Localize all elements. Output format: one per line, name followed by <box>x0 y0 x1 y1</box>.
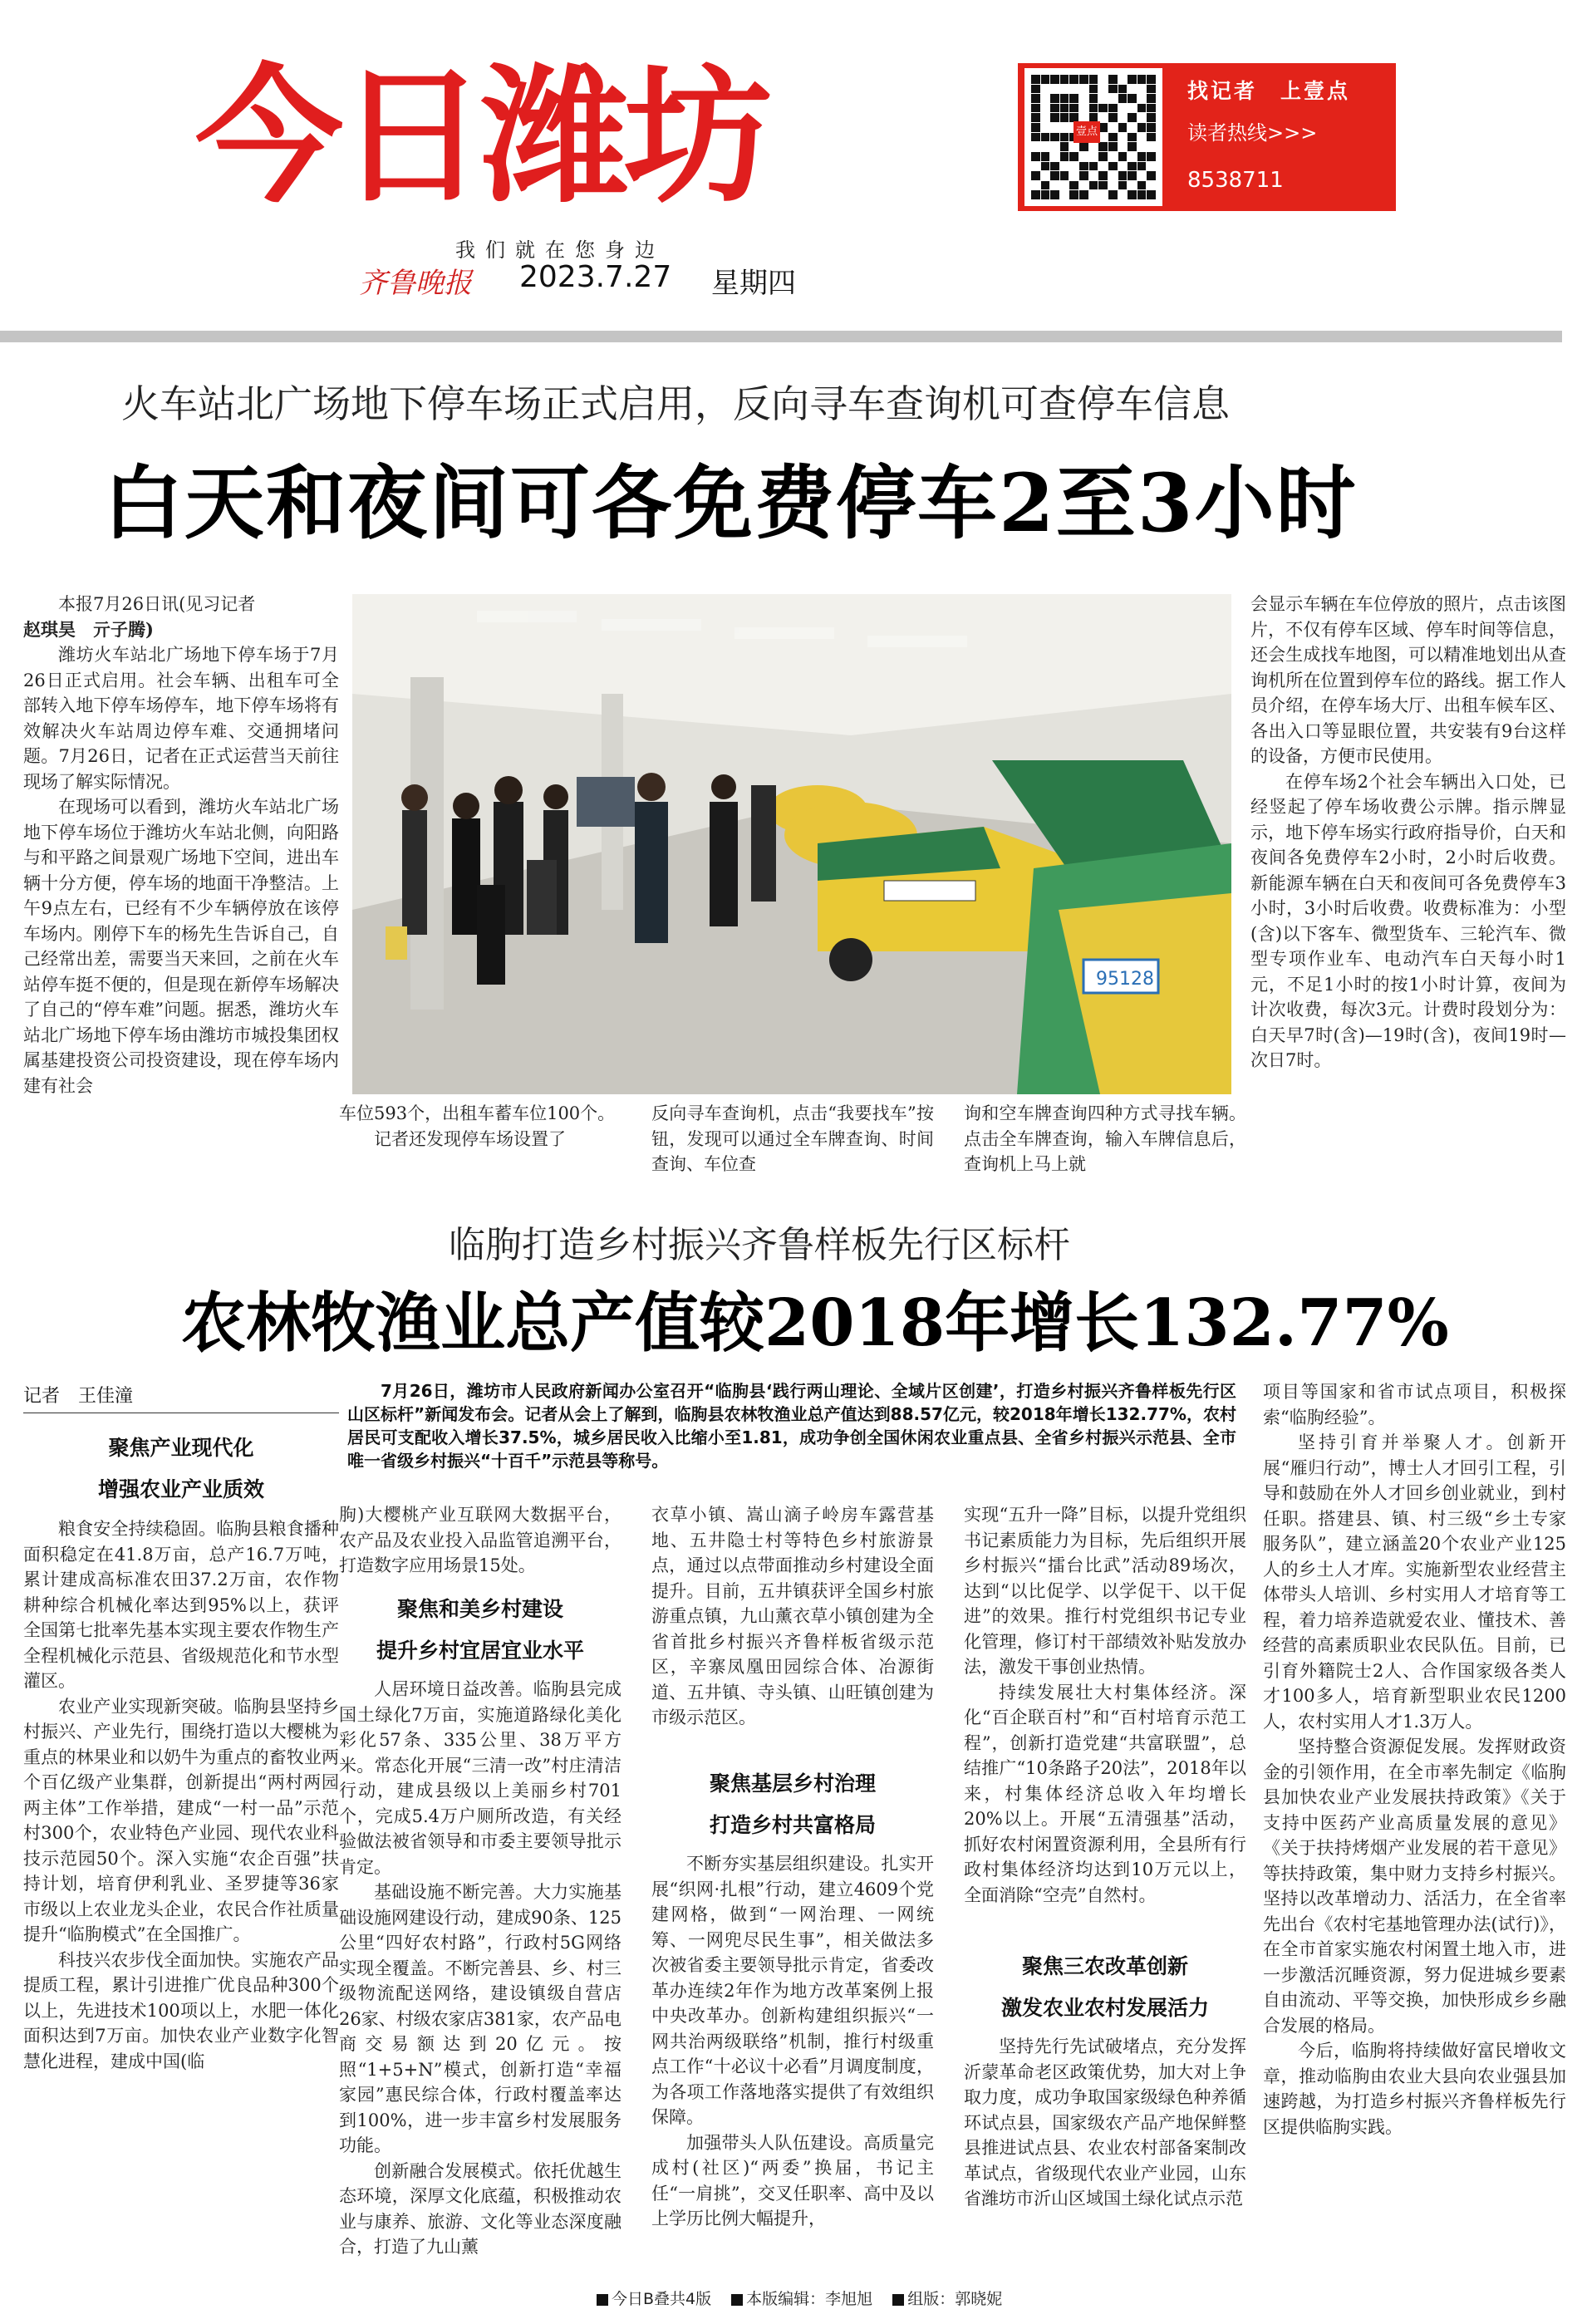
article1-paragraph: 在现场可以看到，潍坊火车站北广场地下停车场位于潍坊火车站北侧，向阳路与和平路之间景观广场地下空间，进出车辆十分方便，停车场的地面干净整洁。上午9点左右，已经有不少车辆停放在该停车场内。刚停下车的杨先生告诉自己，自己经常出差，需要当天来回，之前在火车站停车挺不便的，但是现在新停车场解决了自己的“停车难”问题。据悉，潍坊火车站北广场地下停车场由潍坊市城投集团权属基建投资公司投资建设，现在停车场内建有社会 <box>23 797 339 1096</box>
article2-headline: 农林牧渔业总产值较2018年增长132.77% <box>181 1285 1449 1361</box>
article1-paragraph: 反向寻车查询机，点击“我要找车”按钮，发现可以通过全车牌查询、时间查询、车位查 <box>651 1103 934 1174</box>
masthead-slogan: 我们就在您身边 <box>455 238 665 262</box>
article2-paragraph: 加强带头人队伍建设。高质量完成村(社区)“两委”换届，书记主任“一肩挑”，交叉任职率、高中及以上学历比例大幅提升， <box>651 2132 934 2228</box>
article2-paragraph: 坚持引育并举聚人才。创新开展“雁归行动”，博士人才回引工程，引导和鼓励在外人才回乡创业就业，到村任职。搭建县、镇、村三级“乡土专家服务队”，建立涵盖20个农业产业125人的乡土人才库。实施新型农业经营主体带头人培训、乡村实用人才培育等工程，着力培养造就爱农业、懂技术、善经营的高素质职业农民队伍。目前，已引育外籍院士2人、合作国家级各类人才100多人，培育新型职业农民1200人，农村实用人才1.3万人。 <box>1263 1432 1566 1732</box>
article2-byline: 记者 王佳潼 <box>23 1386 134 1407</box>
article1-headline: 白天和夜间可各免费停车2至3小时 <box>103 456 1358 550</box>
article2-paragraph: 基础设施不断完善。大力实施基础设施网建设行动，建成90条、125公里“四好农村路”，行政村5G网络实现全覆盖。不断完善县、乡、村三级物流配送网络，建设镇级自营店26家、村级农家店381家，农产品电商交易额达到20亿元。按照“1+5+N”模式，创新打造“幸福家园”惠民综合体，行政村覆盖率达到100%，进一步丰富乡村发展服务功能。 <box>339 1882 622 2155</box>
article1-paragraph: 在停车场2个社会车辆出入口处，已经竖起了停车场收费公示牌。指示牌显示，地下停车场实行政府指导价，白天和夜间各免费停车2小时，2小时后收费。新能源车辆在白天和夜间可各免费停车3小时，3小时后收费。收费标准为：小型(含)以下客车、微型货车、三轮汽车、微型专项作业车、电动汽车白天每小时1元，不足1小时的按1小时计算，夜间为计次收费，每次3元。计费时段划分为：白天早7时(含)—19时(含)，夜间19时—次日7时。 <box>1250 771 1566 1070</box>
reader-contact-box <box>1018 63 1396 211</box>
article2-lead <box>347 1379 1236 1472</box>
article2-paragraph: 坚持整合资源促发展。发挥财政资金的引领作用，在全市率先制定《临朐县加快农业产业发展扶持政策》《关于支持中医药产业高质量发展的意见》《关于扶持烤烟产业发展的若干意见》等扶持政策，集中财力支持乡村振兴。坚持以改革增动力、活活力，在全省率先出台《农村宅基地管理办法(试行)》，在全市首家实施农村闲置土地入市，进一步激活沉睡资源，努力促进城乡要素自由流动、平等交换，加快形成乡乡融合发展的格局。 <box>1263 1737 1566 2036</box>
article2-paragraph: 实现“五升一降”目标，以提升党组织书记素质能力为目标，先后组织开展乡村振兴“擂台比武”活动89场次，达到“以比促学、以学促干、以干促进”的效果。推行村党组织书记专业化管理，修订村干部绩效补贴发放办法，激发干事创业热情。 <box>964 1505 1246 1677</box>
article1-paragraph: 记者还发现停车场设置了 <box>374 1128 566 1149</box>
article1-subhead: 火车站北广场地下停车场正式启用，反向寻车查询机可查停车信息 <box>121 381 1230 426</box>
paper-name: 齐鲁晚报 <box>359 267 472 300</box>
masthead-title: 今日潍坊 <box>195 51 767 223</box>
footer-square-icon <box>892 2294 904 2306</box>
article2-paragraph: 持续发展壮大村集体经济。深化“百企联百村”和“百村培育示范工程”，创新打造党建“共富联盟”，总结推广“10条路子20法”，2018年以来，村集体经济总收入年均增长20%以上。开展“五清强基”活动，抓好农村闲置资源利用，全县所有行政村集体经济均达到10万元以上，全面消除“空壳”自然村。 <box>964 1682 1246 1905</box>
article2-paragraph: 粮食安全持续稳固。临朐县粮食播种面积稳定在41.8万亩，总产16.7万吨，累计建成高标准农田37.2万亩，农作物耕种综合机械化率达到95%以上，获评全国第七批率先基本实现主要农作物生产全程机械化示范县、省级规范化和节水型灌区。 <box>23 1519 339 1691</box>
article2-subhead: 临朐打造乡村振兴齐鲁样板先行区标杆 <box>449 1224 1070 1266</box>
article2-column-5 <box>1263 1379 1566 2268</box>
contact-hotline-label: 读者热线>>> <box>1187 121 1318 145</box>
contact-hotline-number: 8538711 <box>1187 168 1284 193</box>
article2-paragraph: 人居环境日益改善。临朐县完成国土绿化7万亩，实施道路绿化美化彩化57条、335公里、38万平方米。常态化开展“三清一改”村庄清洁行动，建成县级以上美丽乡村701个，完成5.4万户厕所改造，有关经验做法被省领导和市委主要领导批示肯定。 <box>339 1679 622 1877</box>
article2-column-3b <box>651 1851 934 2268</box>
article2-paragraph: 科技兴农步伐全面加快。实施农产品提质工程，累计引进推广优良品种300个以上，先进技术100项以上，水肥一体化面积达到7万亩。加快农业产业数字化智慧化进程，建成中国(临 <box>23 1949 339 2071</box>
article1-paragraph: 询和空车牌查询四种方式寻找车辆。点击全车牌查询，输入车牌信息后，查询机上马上就 <box>964 1103 1246 1174</box>
article2-paragraph: 农业产业实现新突破。临朐县坚持乡村振兴、产业先行，围绕打造以大樱桃为重点的林果业和以奶牛为重点的畜牧业两个百亿级产业集群，创新提出“两村两园两主体”工作举措，建成“一村一品”示范村300个，农业特色产业园、现代农业科技示范园50个。深入实施“农企百强”扶持计划，培育伊利乳业、圣罗捷等36家市级以上农业龙头企业，农民合作社质量提升“临朐模式”在全国推广。 <box>23 1696 339 1944</box>
footer-reviewer: 组版：郭晓妮 <box>907 2290 1003 2308</box>
article1-paragraph: 潍坊火车站北广场地下停车场于7月26日正式启用。社会车辆、出租车可全部转入地下停车场停车，地下停车场将有效解决火车站周边停车难、交通拥堵问题。7月26日，记者在正式运营当天前往现场了解实际情况。 <box>23 645 339 792</box>
article1-reporters: 赵琪昊 亓子腾) <box>23 618 154 640</box>
article2-paragraph: 不断夯实基层组织建设。扎实开展“织网·扎根”行动，建立4609个党建网格，做到“一网治理、一网统筹、一网兜尽民生事”，相关做法多次被省委主要领导批示肯定，省委改革办连续2年作为地方改革案例上报中央改革办。创新构建组织振兴“一网共治两级联络”机制，推行村级重点工作“十必议十必看”月调度制度，为各项工作落地落实提供了有效组织保障。 <box>651 1854 934 2127</box>
section-head-governance: 聚焦基层乡村治理 打造乡村共富格局 <box>709 1771 876 1837</box>
article2-lead-text: 7月26日，潍坊市人民政府新闻办公室召开“临朐县‘践行两山理论、全域片区创建’，打造乡村振兴齐鲁样板先行区山区标杆”新闻发布会。记者从会上了解到，临朐县农林牧渔业总产值达到88.57亿元，较2018年增长132.77%，农村居民可支配收入增长37.5%，城乡居民收入比缩小至1.81，成功争创全国休闲农业重点县、全省乡村振兴示范县、全市唯一省级乡村振兴“十百千”示范县等称号。 <box>347 1381 1236 1471</box>
article2-column-4a <box>964 1502 1246 1951</box>
footer-square-icon <box>597 2294 608 2306</box>
article1-paragraph: 会显示车辆在车位停放的照片，点击该图片，不仅有停车区域、停车时间等信息，还会生成找车地图，可以精准地划出从查询机所在位置到停车位的路线。据工作人员介绍，在停车场大厅、出租车候车区、各出入口等显眼位置，共安装有9台这样的设备，方便市民使用。 <box>1250 594 1566 766</box>
qr-logo: 壹点 <box>1074 121 1100 143</box>
page-footer <box>582 2287 1002 2309</box>
parking-lot-photo-illustration <box>352 594 1231 1094</box>
issue-weekday: 星期四 <box>711 267 796 300</box>
contact-slogan: 找记者 上壹点 <box>1187 79 1351 103</box>
article2-column-2a <box>339 1502 622 1585</box>
parking-lot-photo <box>352 594 1231 1094</box>
article2-paragraph: 项目等国家和省市试点项目，积极探索“临朐经验”。 <box>1263 1382 1566 1427</box>
article2-paragraph: 衣草小镇、嵩山滴子岭房车露营基地、五井隐士村等特色乡村旅游景点，通过以点带面推动乡村建设全面提升。目前，五井镇获评全国乡村旅游重点镇，九山薰衣草小镇创建为全省首批乡村振兴齐鲁样板省级示范区，辛寨凤凰田园综合体、冶源街道、五井镇、寺头镇、山旺镇创建为市级示范区。 <box>651 1505 934 1727</box>
article2-column-4b <box>964 2034 1246 2268</box>
article1-dateline: 本报7月26日讯(见习记者 <box>58 594 256 614</box>
article1-column-5 <box>1250 592 1566 1290</box>
article1-column-1 <box>23 592 339 1290</box>
article2-paragraph: 朐)大樱桃产业互联网大数据平台，农产品及农业投入品监管追溯平台，打造数字应用场景15处。 <box>339 1505 622 1575</box>
section-head-reform: 聚焦三农改革创新 激发农业农村发展活力 <box>1000 1954 1209 2020</box>
issue-date: 2023.7.27 <box>519 260 672 294</box>
section-head-industry: 聚焦产业现代化 增强农业产业质效 <box>97 1436 264 1501</box>
article2-paragraph: 坚持先行先试破堵点，充分发挥沂蒙革命老区政策优势，加大对上争取力度，成功争取国家级绿色种养循环试点县，国家级农产品产地保鲜整县推进试点县、农业农村部备案制改革试点，省级现代农业产业园，山东省潍坊市沂山区域国土绿化试点示范 <box>964 2037 1246 2209</box>
masthead-divider <box>0 331 1562 342</box>
article2-column-2b <box>339 1677 622 2268</box>
taxi-number: 95128 <box>1096 969 1154 990</box>
footer-square-icon <box>731 2294 743 2306</box>
section-head-village: 聚焦和美乡村建设 提升乡村宜居宜业水平 <box>376 1597 584 1663</box>
footer-editor: 本版编辑：李旭旭 <box>746 2290 873 2308</box>
article1-paragraph: 车位593个，出租车蓄车位100个。 <box>339 1103 616 1123</box>
article2-column-3a <box>651 1502 934 1768</box>
article2-column-1 <box>23 1516 339 2268</box>
footer-pages: 今日B叠共4版 <box>612 2290 712 2308</box>
article2-paragraph: 创新融合发展模式。依托优越生态环境，深厚文化底蕴，积极推动农业与康养、旅游、文化等业态深度融合，打造了九山薰 <box>339 2160 622 2257</box>
article2-paragraph: 今后，临朐将持续做好富民增收文章，推动临朐由农业大县向农业强县加速跨越，为打造乡村振兴齐鲁样板先行区提供临朐实践。 <box>1263 2041 1566 2137</box>
